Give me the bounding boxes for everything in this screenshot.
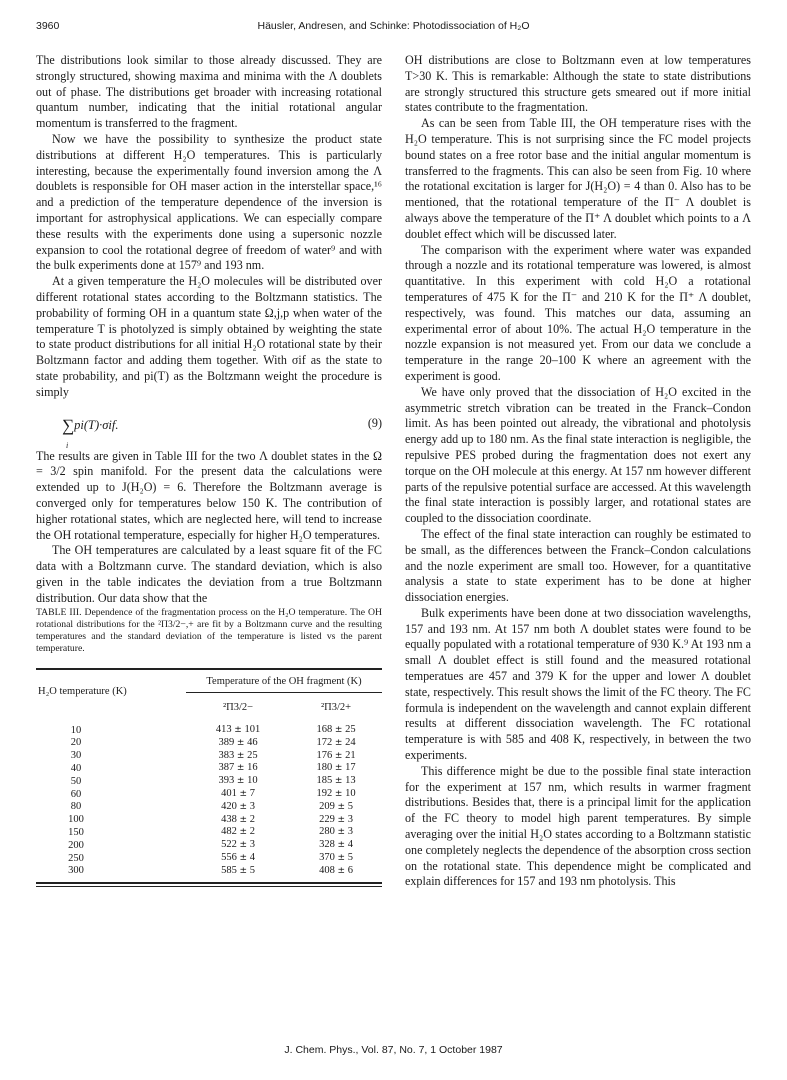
table-row <box>36 788 382 801</box>
page-footer: J. Chem. Phys., Vol. 87, No. 7, 1 October 1987 <box>284 1044 503 1056</box>
left-column <box>36 53 382 887</box>
right-paragraph-3: The comparison with the experiment where water was expanded through a nozzle and its rotational temperature was lowered, is almost quantitative. In this experiment with cold H₂O a rotational temperatures of 475 K for the Π⁻ and 210 K for the Π⁺ Λ doublet, respectively, was found. This matches our data, assuming an experimental error of about 10%. The actual H₂O temperature in the nozzle expansion is not measured yet. From our data we conclude a temperature in the range 20–100 K where an agreement with the experiment is good. <box>405 242 751 383</box>
table-row <box>36 737 382 750</box>
cell-pi-minus <box>186 839 290 852</box>
plus-minus-symbol: ± <box>239 827 248 838</box>
pi-minus-deviation: 10 <box>247 775 258 787</box>
plus-minus-symbol: ± <box>337 814 346 825</box>
pi-minus-value: 387 <box>218 762 235 774</box>
plus-minus-symbol: ± <box>239 840 248 851</box>
cell-pi-plus <box>290 750 382 763</box>
pi-plus-value: 180 <box>316 762 333 774</box>
cell-pi-minus <box>186 737 290 750</box>
pi-plus-value: 168 <box>316 724 333 736</box>
left-paragraph-3: At a given temperature the H₂O molecules will be distributed over different rotational states according to the Boltzmann statistics. The probability of forming OH in a quantum state Ω,j,p when water of the temperature T is photolyzed is simply obtained by weighting the state to state product distributions for all initial H₂O rotational state by their Boltzmann factor and adding them together. With σif as the state to state probability, and pi(T) as the Boltzmann weight the procedure is simply <box>36 274 382 399</box>
plus-minus-symbol: ± <box>234 725 242 736</box>
cell-parent-temperature: 20 <box>70 737 82 749</box>
cell-parent-temperature: 30 <box>70 750 82 762</box>
right-paragraph-4: We have only proved that the dissociation of H₂O excited in the asymmetric stretch vibration can be treated in the Franck–Condon limit. As has been pointed out already, the vibrational and photolysis energy add up to 180 nm. As the final state interaction is negligible, the repulsive PES probed during the fragmentation does not exert any torque on the OH molecule at this energy. At 157 nm however different parts of the repulsive potential surface are accessed. At this wavelength the final state interaction is possibly larger, and rotational states are coupled to the dissociation coordinate. <box>405 384 751 526</box>
plus-minus-symbol: ± <box>334 763 343 774</box>
plus-minus-symbol: ± <box>337 865 346 876</box>
equation-9 <box>36 410 382 450</box>
right-paragraph-1: OH distributions are close to Boltzmann even at low temperatures T>30 K. This is remarkable: Although the state to state distributions are strongly structured this structure gets smeared out if more initial states contribute to the fragmentation. <box>405 53 751 115</box>
header-pi-minus: ²Π3/2− <box>223 702 254 714</box>
pi-minus-value: 401 <box>221 788 237 800</box>
cell-pi-minus <box>186 801 290 814</box>
pi-minus-deviation: 2 <box>249 813 255 825</box>
right-paragraph-2: As can be seen from Table III, the OH temperature rises with the H₂O temperature. This is not surprising since the FC model projects bound states on a free rotor base and the initial angular momentum is transferred to the fragments. This can also be seen from Fig. 10 where the rotational excitation is larger for J(H₂O) = 4 than 0. Also has to be mentioned, that the rotational temperature of the Π⁻ Λ doublet is always above the temperature of the Π⁺ Λ doublet which points to a Λ doublet effect which will be discussed later. <box>405 116 751 241</box>
cell-parent-temperature: 300 <box>68 865 84 877</box>
plus-minus-symbol: ± <box>239 853 248 864</box>
header-oh-temperature: Temperature of the OH fragment (K) <box>186 669 382 693</box>
cell-pi-minus <box>186 750 290 763</box>
cell-pi-plus <box>290 826 382 839</box>
equation-body <box>62 415 119 450</box>
left-paragraph-5: The OH temperatures are calculated by a least square fit of the FC data with a Boltzmann curve. The standard deviation, which is also given in the table indicates the deviation from a true Boltzmann distribution. Our data show that the <box>36 543 382 605</box>
table-iii <box>36 668 382 878</box>
cell-parent-temperature: 200 <box>68 839 84 851</box>
cell-pi-plus <box>290 814 382 827</box>
table-row <box>36 852 382 865</box>
pi-minus-value: 585 <box>221 864 237 876</box>
table-row <box>36 724 382 737</box>
pi-minus-deviation: 25 <box>247 749 258 761</box>
pi-minus-value: 383 <box>218 749 235 761</box>
pi-minus-value: 482 <box>221 826 237 838</box>
pi-minus-deviation: 7 <box>249 788 255 800</box>
right-paragraph-6: Bulk experiments have been done at two dissociation wavelengths, 157 and 193 nm. At 157 nm both Λ doublet states were found to be equally populated with a rotational temperature of 930 K.⁹ At 193 nm a small Λ doublet effect is still found and the measured rotational temperatues are 457 and 379 K for the upper and lower Λ doublet state, respectively. This result shows the limit of the FC theory. The FC formula is independent on the wavelength and cannot explain different results at different dissociation wavelength. The FC rotational temperature is with 585 and 408 K, respectively, in between the two experiments. <box>405 605 751 763</box>
cell-parent-temperature: 40 <box>70 762 82 774</box>
pi-plus-deviation: 6 <box>347 864 353 876</box>
pi-minus-deviation: 46 <box>247 736 258 748</box>
cell-pi-minus <box>186 724 290 737</box>
header-pi-plus: ²Π3/2+ <box>321 702 352 714</box>
plus-minus-symbol: ± <box>334 776 343 787</box>
table-row <box>36 839 382 852</box>
left-paragraph-4: The results are given in Table III for the two Λ doublet states in the Ω = 3/2 spin manifold. For the present data the calculations were extended up to J(H₂O) = 6. Therefore the Boltzmann average is converged only for temperatures below 150 K. The contribution of higher rotational states, which are neglected here, will tend to increase the OH rotational temperature, especially for higher H₂O temperatures. <box>36 448 382 542</box>
pi-minus-value: 522 <box>221 839 237 851</box>
pi-plus-deviation: 5 <box>347 852 353 864</box>
table-row <box>36 750 382 763</box>
pi-plus-value: 229 <box>319 813 335 825</box>
pi-plus-deviation: 24 <box>345 736 356 748</box>
pi-minus-deviation: 4 <box>249 852 255 864</box>
left-paragraph-2: Now we have the possibility to synthesize the product state distributions at different H₂O temperatures. This is particularly interesting, because the experimentally found inversion among the Λ doublets is responsible for OH maser action in the interstellar space,¹⁶ and a prediction of the temperature dependence of the inversion is important for astrophysical applications. We can especially compare these results with the experiments done using a supersonic nozzle expansion to cool the rotational degree of freedom of water⁹ and with the bulk experiments done at 157⁹ and 193 nm. <box>36 131 382 273</box>
sum-symbol: ∑ <box>62 415 75 435</box>
pi-plus-value: 192 <box>316 788 333 800</box>
plus-minus-symbol: ± <box>236 763 245 774</box>
cell-pi-minus <box>186 762 290 775</box>
pi-plus-deviation: 10 <box>345 788 356 800</box>
plus-minus-symbol: ± <box>236 750 245 761</box>
pi-plus-value: 328 <box>319 839 335 851</box>
cell-pi-plus <box>290 737 382 750</box>
pi-minus-deviation: 2 <box>249 826 255 838</box>
equation-number: (9) <box>367 415 382 430</box>
cell-pi-plus <box>290 801 382 814</box>
table-bottom-rule-thin <box>36 886 382 887</box>
pi-plus-deviation: 21 <box>345 749 356 761</box>
cell-parent-temperature: 100 <box>68 814 84 826</box>
table-caption: TABLE III. Dependence of the fragmentation process on the H₂O temperature. The OH rotational distributions for the ²Π3/2−,+ are fit by a Boltzmann curve and the resulting temperatures and the standard deviation of the temperature is listed vs the parent temperature. <box>36 606 382 654</box>
plus-minus-symbol: ± <box>337 840 346 851</box>
pi-minus-deviation: 16 <box>247 762 258 774</box>
plus-minus-symbol: ± <box>239 801 248 812</box>
cell-pi-plus <box>290 775 382 788</box>
cell-pi-plus <box>290 839 382 852</box>
plus-minus-symbol: ± <box>337 801 346 812</box>
cell-pi-minus <box>186 826 290 839</box>
pi-plus-deviation: 4 <box>347 839 353 851</box>
plus-minus-symbol: ± <box>334 725 343 736</box>
plus-minus-symbol: ± <box>239 789 248 800</box>
pi-plus-value: 408 <box>319 864 335 876</box>
table-row <box>36 762 382 775</box>
plus-minus-symbol: ± <box>236 737 245 748</box>
pi-minus-value: 393 <box>218 775 235 787</box>
pi-plus-deviation: 5 <box>347 800 353 812</box>
table-row <box>36 826 382 839</box>
cell-pi-plus <box>290 852 382 865</box>
pi-plus-value: 185 <box>316 775 333 787</box>
pi-plus-deviation: 13 <box>345 775 356 787</box>
cell-parent-temperature: 80 <box>70 801 82 813</box>
pi-plus-value: 280 <box>319 826 335 838</box>
table-row <box>36 865 382 878</box>
cell-parent-temperature: 150 <box>68 826 84 838</box>
plus-minus-symbol: ± <box>236 776 245 787</box>
table-row <box>36 814 382 827</box>
pi-plus-deviation: 3 <box>347 813 353 825</box>
cell-pi-minus <box>186 788 290 801</box>
plus-minus-symbol: ± <box>334 750 343 761</box>
pi-minus-value: 413 <box>215 724 232 736</box>
cell-pi-minus <box>186 865 290 878</box>
running-head: Häusler, Andresen, and Schinke: Photodissociation of H₂O <box>257 20 530 32</box>
table-row <box>36 775 382 788</box>
plus-minus-symbol: ± <box>337 827 346 838</box>
equation-term: pi(T)·σif. <box>74 417 119 432</box>
cell-pi-plus <box>290 724 382 737</box>
cell-pi-plus <box>290 865 382 878</box>
pi-minus-deviation: 3 <box>249 839 255 851</box>
pi-minus-value: 389 <box>218 736 235 748</box>
table-bottom-rule <box>36 882 382 884</box>
pi-plus-value: 209 <box>319 800 335 812</box>
plus-minus-symbol: ± <box>337 853 346 864</box>
pi-minus-value: 438 <box>221 813 237 825</box>
header-parent-temperature: H₂O temperature (K) <box>38 685 127 697</box>
cell-pi-minus <box>186 775 290 788</box>
right-paragraph-7: This difference might be due to the possible final state interaction for the experiment at 157 nm, which results in warmer fragment distributions. Besides that, there is a principal limit for the application of the FC theory to model high parent temperatures. By simple averaging over the initial H₂O states according to a Boltzmann statistic one completely neglects the dependence of the absorption cross section on the rotational state. This dependence might be complicated and explain differences for 157 and 193 nm photolysis. This <box>405 763 751 889</box>
cell-parent-temperature: 250 <box>68 852 84 864</box>
pi-minus-deviation: 101 <box>244 724 261 736</box>
pi-plus-value: 176 <box>316 749 333 761</box>
cell-parent-temperature: 50 <box>70 775 82 787</box>
cell-pi-plus <box>290 788 382 801</box>
pi-plus-deviation: 17 <box>345 762 356 774</box>
plus-minus-symbol: ± <box>334 737 343 748</box>
cell-parent-temperature: 60 <box>70 788 82 800</box>
table-body <box>36 724 382 878</box>
cell-pi-minus <box>186 852 290 865</box>
cell-parent-temperature: 10 <box>70 724 82 736</box>
plus-minus-symbol: ± <box>239 865 248 876</box>
pi-plus-value: 172 <box>316 736 333 748</box>
pi-minus-deviation: 3 <box>249 800 255 812</box>
pi-plus-deviation: 3 <box>347 826 353 838</box>
plus-minus-symbol: ± <box>239 814 248 825</box>
sum-index: i <box>66 440 69 450</box>
pi-minus-value: 556 <box>221 852 237 864</box>
pi-minus-value: 420 <box>221 800 237 812</box>
left-paragraph-1: The distributions look similar to those already discussed. They are strongly structured, showing maxima and minima with the Λ doublets out of phase. The distributions get broader with increasing rotational quantum number, indicating that the initial rotational angular momentum is transferred to the fragment. <box>36 53 382 131</box>
page-number: 3960 <box>36 20 60 32</box>
pi-plus-value: 370 <box>319 852 335 864</box>
right-column <box>405 53 751 890</box>
plus-minus-symbol: ± <box>334 789 343 800</box>
cell-pi-minus <box>186 814 290 827</box>
page-header <box>36 20 751 36</box>
table-row <box>36 801 382 814</box>
pi-minus-deviation: 5 <box>249 864 255 876</box>
right-paragraph-5: The effect of the final state interaction can roughly be estimated to be small, as the differences between the Franck–Condon calculations and the nozle experiment are small too. However, for a quantitative analysis a state to state experiment has to be done at higher dissociation energies. <box>405 526 751 605</box>
cell-pi-plus <box>290 762 382 775</box>
pi-plus-deviation: 25 <box>345 724 356 736</box>
